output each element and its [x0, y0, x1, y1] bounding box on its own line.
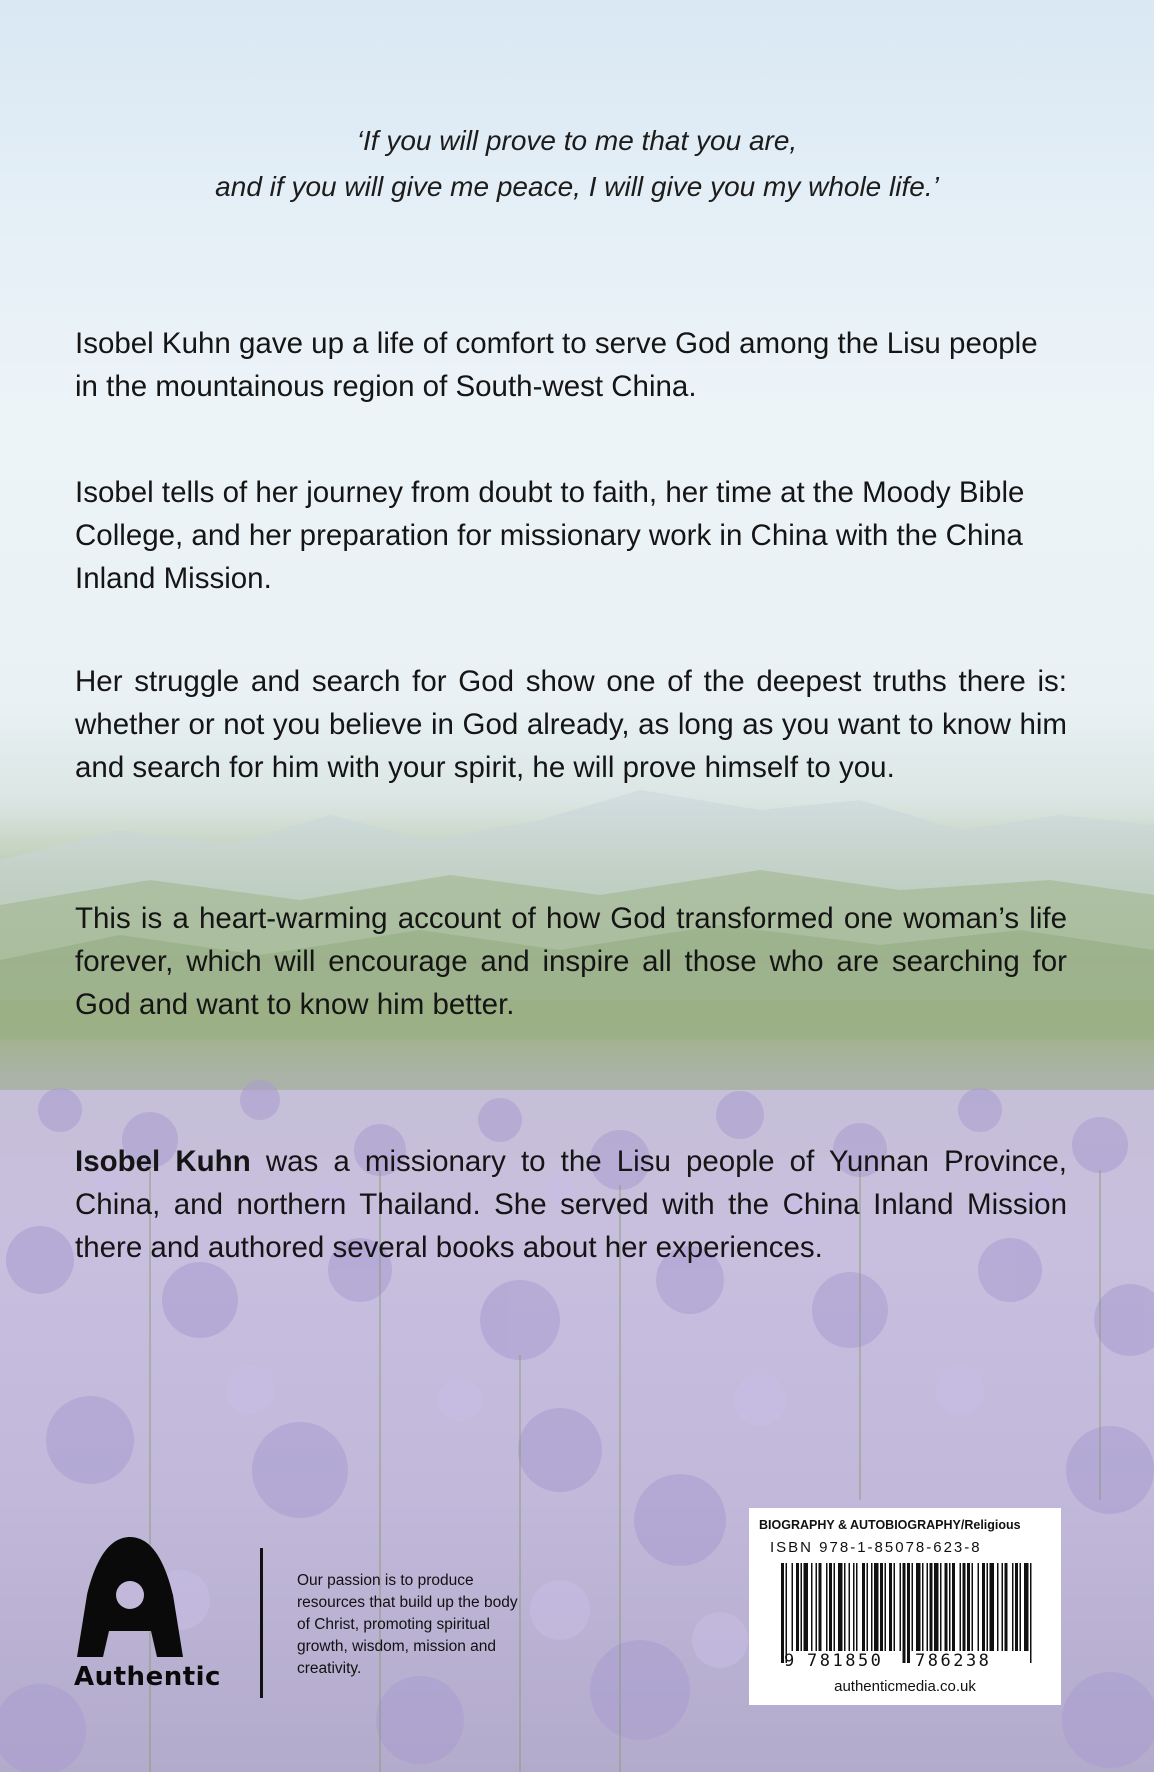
- author-bio-text: was a missionary to the Lisu people of Yunnan Province, China, and northern Thailand. She served with the China Inland Mission there and authored several books about her experiences.: [75, 1145, 1067, 1264]
- description-paragraph-4: This is a heart-warming account of how God transformed one woman’s life forever, which will encourage and inspire all those who are searching for God and want to know him better.: [75, 902, 1067, 1021]
- barcode-bar: [912, 1563, 914, 1651]
- barcode-bar: [849, 1563, 851, 1651]
- isbn-number: ISBN 978-1-85078-623-8: [770, 1539, 982, 1556]
- description-paragraph-2: Isobel tells of her journey from doubt to faith, her time at the Moody Bible College, and her preparation for missionary work in China with the China Inland Mission.: [75, 476, 1025, 595]
- barcode-bar: [1030, 1563, 1032, 1663]
- barcode-bar: [963, 1563, 966, 1651]
- author-bio: [75, 1140, 1067, 1269]
- barcode-right-digits: 786238: [915, 1651, 992, 1671]
- barcode-bar: [811, 1563, 813, 1651]
- publisher-website: authenticmedia.co.uk: [834, 1678, 976, 1695]
- barcode-bar: [801, 1563, 803, 1651]
- barcode-bar: [844, 1563, 846, 1651]
- barcode-bar: [804, 1563, 809, 1651]
- publisher-mission-statement: Our passion is to produce resources that build up the body of Christ, promoting spiritual growth, wisdom, mission and creativity.: [297, 1572, 518, 1677]
- authentic-logo-icon: [75, 1535, 185, 1660]
- barcode-bar: [871, 1563, 873, 1651]
- quote-line-2: and if you will give me peace, I will give you my whole life.’: [215, 171, 939, 202]
- barcode-bar: [967, 1563, 970, 1651]
- description-paragraph-1: Isobel Kuhn gave up a life of comfort to serve God among the Lisu people in the mountainous region of South-west China.: [75, 327, 1038, 403]
- barcode-bar: [907, 1563, 910, 1663]
- barcode-bar: [987, 1563, 989, 1651]
- barcode-bar: [880, 1563, 883, 1651]
- barcode-icon: [749, 1508, 1061, 1705]
- barcode-bar: [952, 1563, 955, 1651]
- barcode-bar: [940, 1563, 942, 1651]
- author-name: Isobel Kuhn: [75, 1145, 251, 1178]
- barcode-bar: [927, 1563, 929, 1651]
- barcode-bar: [826, 1563, 828, 1651]
- barcode-bar: [949, 1563, 951, 1651]
- barcode-bar: [894, 1563, 896, 1651]
- barcode-bar: [786, 1563, 788, 1663]
- logo-divider: [260, 1548, 263, 1698]
- barcode-bar: [862, 1563, 865, 1651]
- barcode-bar: [829, 1563, 832, 1651]
- barcode-bar: [982, 1563, 985, 1651]
- barcode-bar: [792, 1563, 794, 1651]
- barcode-bar: [867, 1563, 869, 1651]
- barcode-bar: [900, 1563, 902, 1651]
- barcode-bar: [885, 1563, 887, 1651]
- barcode-bar: [1005, 1563, 1008, 1651]
- publisher-logo-text: Authentic: [74, 1662, 221, 1692]
- barcode-bar: [889, 1563, 892, 1651]
- barcode-first-digit: 9: [784, 1651, 795, 1671]
- quote-line-1: ‘If you will prove to me that you are,: [356, 125, 798, 156]
- barcode-bar: [930, 1563, 933, 1651]
- barcode-bar: [816, 1563, 818, 1651]
- barcode-left-digits: 781850: [807, 1651, 884, 1671]
- epigraph-quote: [0, 118, 1154, 210]
- barcode-bar: [838, 1563, 843, 1651]
- barcode-bar: [960, 1563, 962, 1651]
- barcode-bar: [1024, 1563, 1029, 1651]
- description-paragraph-3: Her struggle and search for God show one of the deepest truths there is: whether or not you believe in God already, as long as you want to know him and search for him with your spirit, he will prove himself to you.: [75, 665, 1067, 784]
- isbn-barcode-panel: [749, 1508, 1061, 1705]
- barcode-bar: [934, 1563, 939, 1651]
- barcode-bar: [903, 1563, 906, 1663]
- barcode-bar: [796, 1563, 799, 1651]
- barcode-bar: [1020, 1563, 1022, 1651]
- barcode-bar: [1015, 1563, 1018, 1651]
- barcode-bar: [853, 1563, 855, 1651]
- barcode-bar: [922, 1563, 924, 1651]
- barcode-bar: [916, 1563, 921, 1651]
- barcode-bar: [997, 1563, 999, 1651]
- barcode-bar: [972, 1563, 974, 1651]
- barcode-bar: [945, 1563, 948, 1651]
- barcode-bar: [834, 1563, 836, 1651]
- book-category-label: BIOGRAPHY & AUTOBIOGRAPHY/Religious: [759, 1518, 1021, 1532]
- barcode-bar: [990, 1563, 995, 1651]
- barcode-bar: [874, 1563, 879, 1651]
- barcode-bar: [978, 1563, 980, 1651]
- barcode-bar: [819, 1563, 822, 1651]
- barcode-bar: [1012, 1563, 1014, 1651]
- barcode-bar: [1002, 1563, 1004, 1651]
- barcode-bar: [856, 1563, 858, 1651]
- barcode-bar: [781, 1563, 784, 1663]
